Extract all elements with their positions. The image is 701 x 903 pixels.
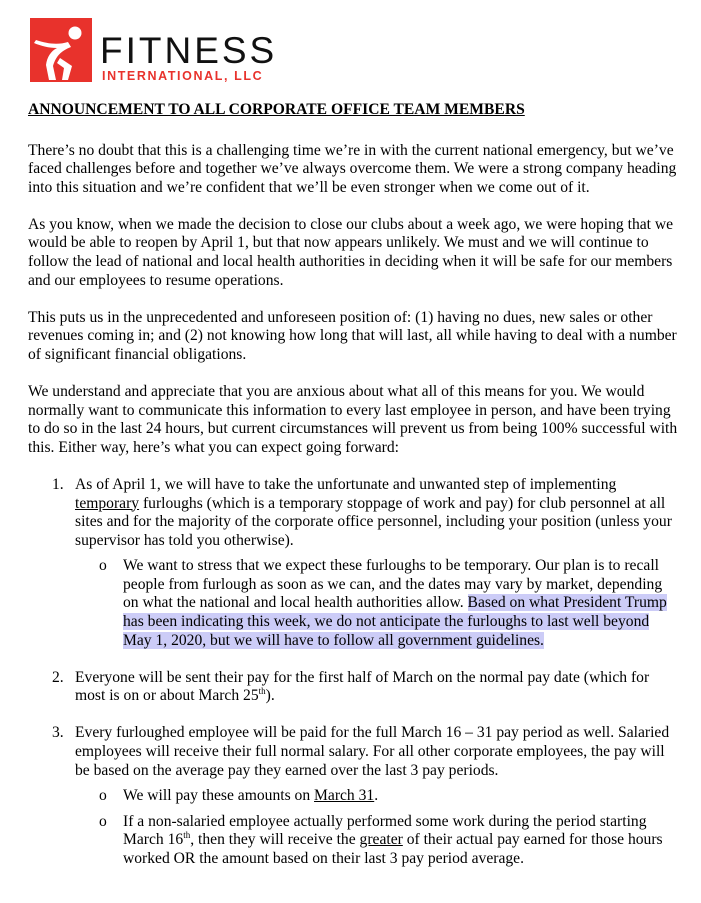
item-text: Every furloughed employee will be paid for the full March 16 – 31 pay period as well. Salaried employees will receive their full normal salary. For all other corporate employees, the pay will be based on the average pay they earned over the last 3 pay periods. — [75, 724, 670, 779]
list-item-1 — [28, 476, 678, 650]
bullet-icon: o — [99, 787, 107, 805]
sub-item-text: We will pay these amounts on — [123, 787, 315, 805]
paragraph-4: We understand and appreciate that you are anxious about what all of this means for you. We would normally want to communicate this information to every last employee in person, and have been trying to do so in the last 24 hours, but current circumstances will prevent us from being 100% successful with this. Either way, here’s what you can expect going forward: — [28, 383, 678, 456]
numbered-list — [28, 476, 678, 869]
paragraph-1: There’s no doubt that this is a challenging time we’re in with the current national emergency, but we’ve faced challenges before and together we’ve always overcome them. We were a strong company heading into this situation and we’re confident that we’ll be even stronger when we come out of it. — [28, 141, 677, 196]
sub-list-item — [75, 557, 678, 650]
list-item-3 — [28, 724, 678, 868]
underlined-text: greater — [359, 831, 403, 849]
paragraph-2: As you know, when we made the decision to close our clubs about a week ago, we were hoping that we would be able to reopen by April 1, but that now appears unlikely. We must and we will continue to follow the lead of national and local health authorities in deciding when it will be safe for our members and our employees to resume operations. — [28, 215, 674, 289]
superscript: th — [183, 830, 191, 841]
item-text: furloughs (which is a temporary stoppage of work and pay) for club personnel at all sites and for the majority of the corporate office personnel, including your position (unless your supervisor has told you otherwise). — [75, 494, 672, 549]
company-logo — [30, 18, 290, 84]
bullet-icon: o — [99, 557, 107, 575]
sub-list-item — [75, 787, 678, 806]
fitness-figure-icon — [30, 18, 92, 82]
sub-item-text: of their actual pay earned for those hours worked OR the amount based on their last 3 pay period average. — [123, 831, 663, 867]
paragraph-3: This puts us in the unprecedented and unforeseen position of: (1) having no dues, new sales or other revenues coming in; and (2) not knowing how long that will last, all while having to deal with a number of significant financial obligations. — [28, 308, 677, 363]
announcement-heading: ANNOUNCEMENT TO ALL CORPORATE OFFICE TEAM MEMBERS — [28, 101, 525, 118]
list-number: 3. — [52, 724, 64, 742]
item-text: As of April 1, we will have to take the unfortunate and unwanted step of implementing — [75, 475, 617, 493]
sub-item-text: . — [374, 787, 379, 805]
sub-item-text: We want to stress that we expect these furloughs to be temporary. Our plan is to recall people from furlough as soon as we can, and the dates may vary by market, depending on what the national and local health authorities allow. — [123, 557, 663, 612]
sub-list — [75, 787, 678, 868]
underlined-text: March 31 — [314, 787, 375, 805]
item-text-end: ). — [265, 687, 275, 705]
logo-subtitle: INTERNATIONAL, LLC — [102, 69, 264, 83]
highlighted-text: Based on what President Trump has been indicating this week, we do not anticipate the furloughs to last well beyond May 1, 2020, but we will have to follow all government guidelines. — [123, 594, 667, 649]
item-text: Everyone will be sent their pay for the first half of March on the normal pay date (which for most is on or about March 25 — [75, 668, 650, 705]
sub-item-text: If a non-salaried employee actually performed some work during the period starting March 16 — [123, 812, 647, 849]
letter-body — [28, 101, 678, 887]
list-item-2 — [28, 669, 678, 706]
sub-list — [75, 557, 678, 650]
logo-wordmark: FITNESS — [100, 30, 278, 71]
underlined-text: temporary — [75, 494, 140, 512]
bullet-icon: o — [99, 812, 107, 830]
list-number: 1. — [52, 475, 64, 493]
sub-item-text: , then they will receive the — [190, 831, 360, 849]
superscript: th — [258, 686, 266, 697]
list-number: 2. — [52, 668, 64, 686]
sub-list-item — [75, 813, 678, 869]
